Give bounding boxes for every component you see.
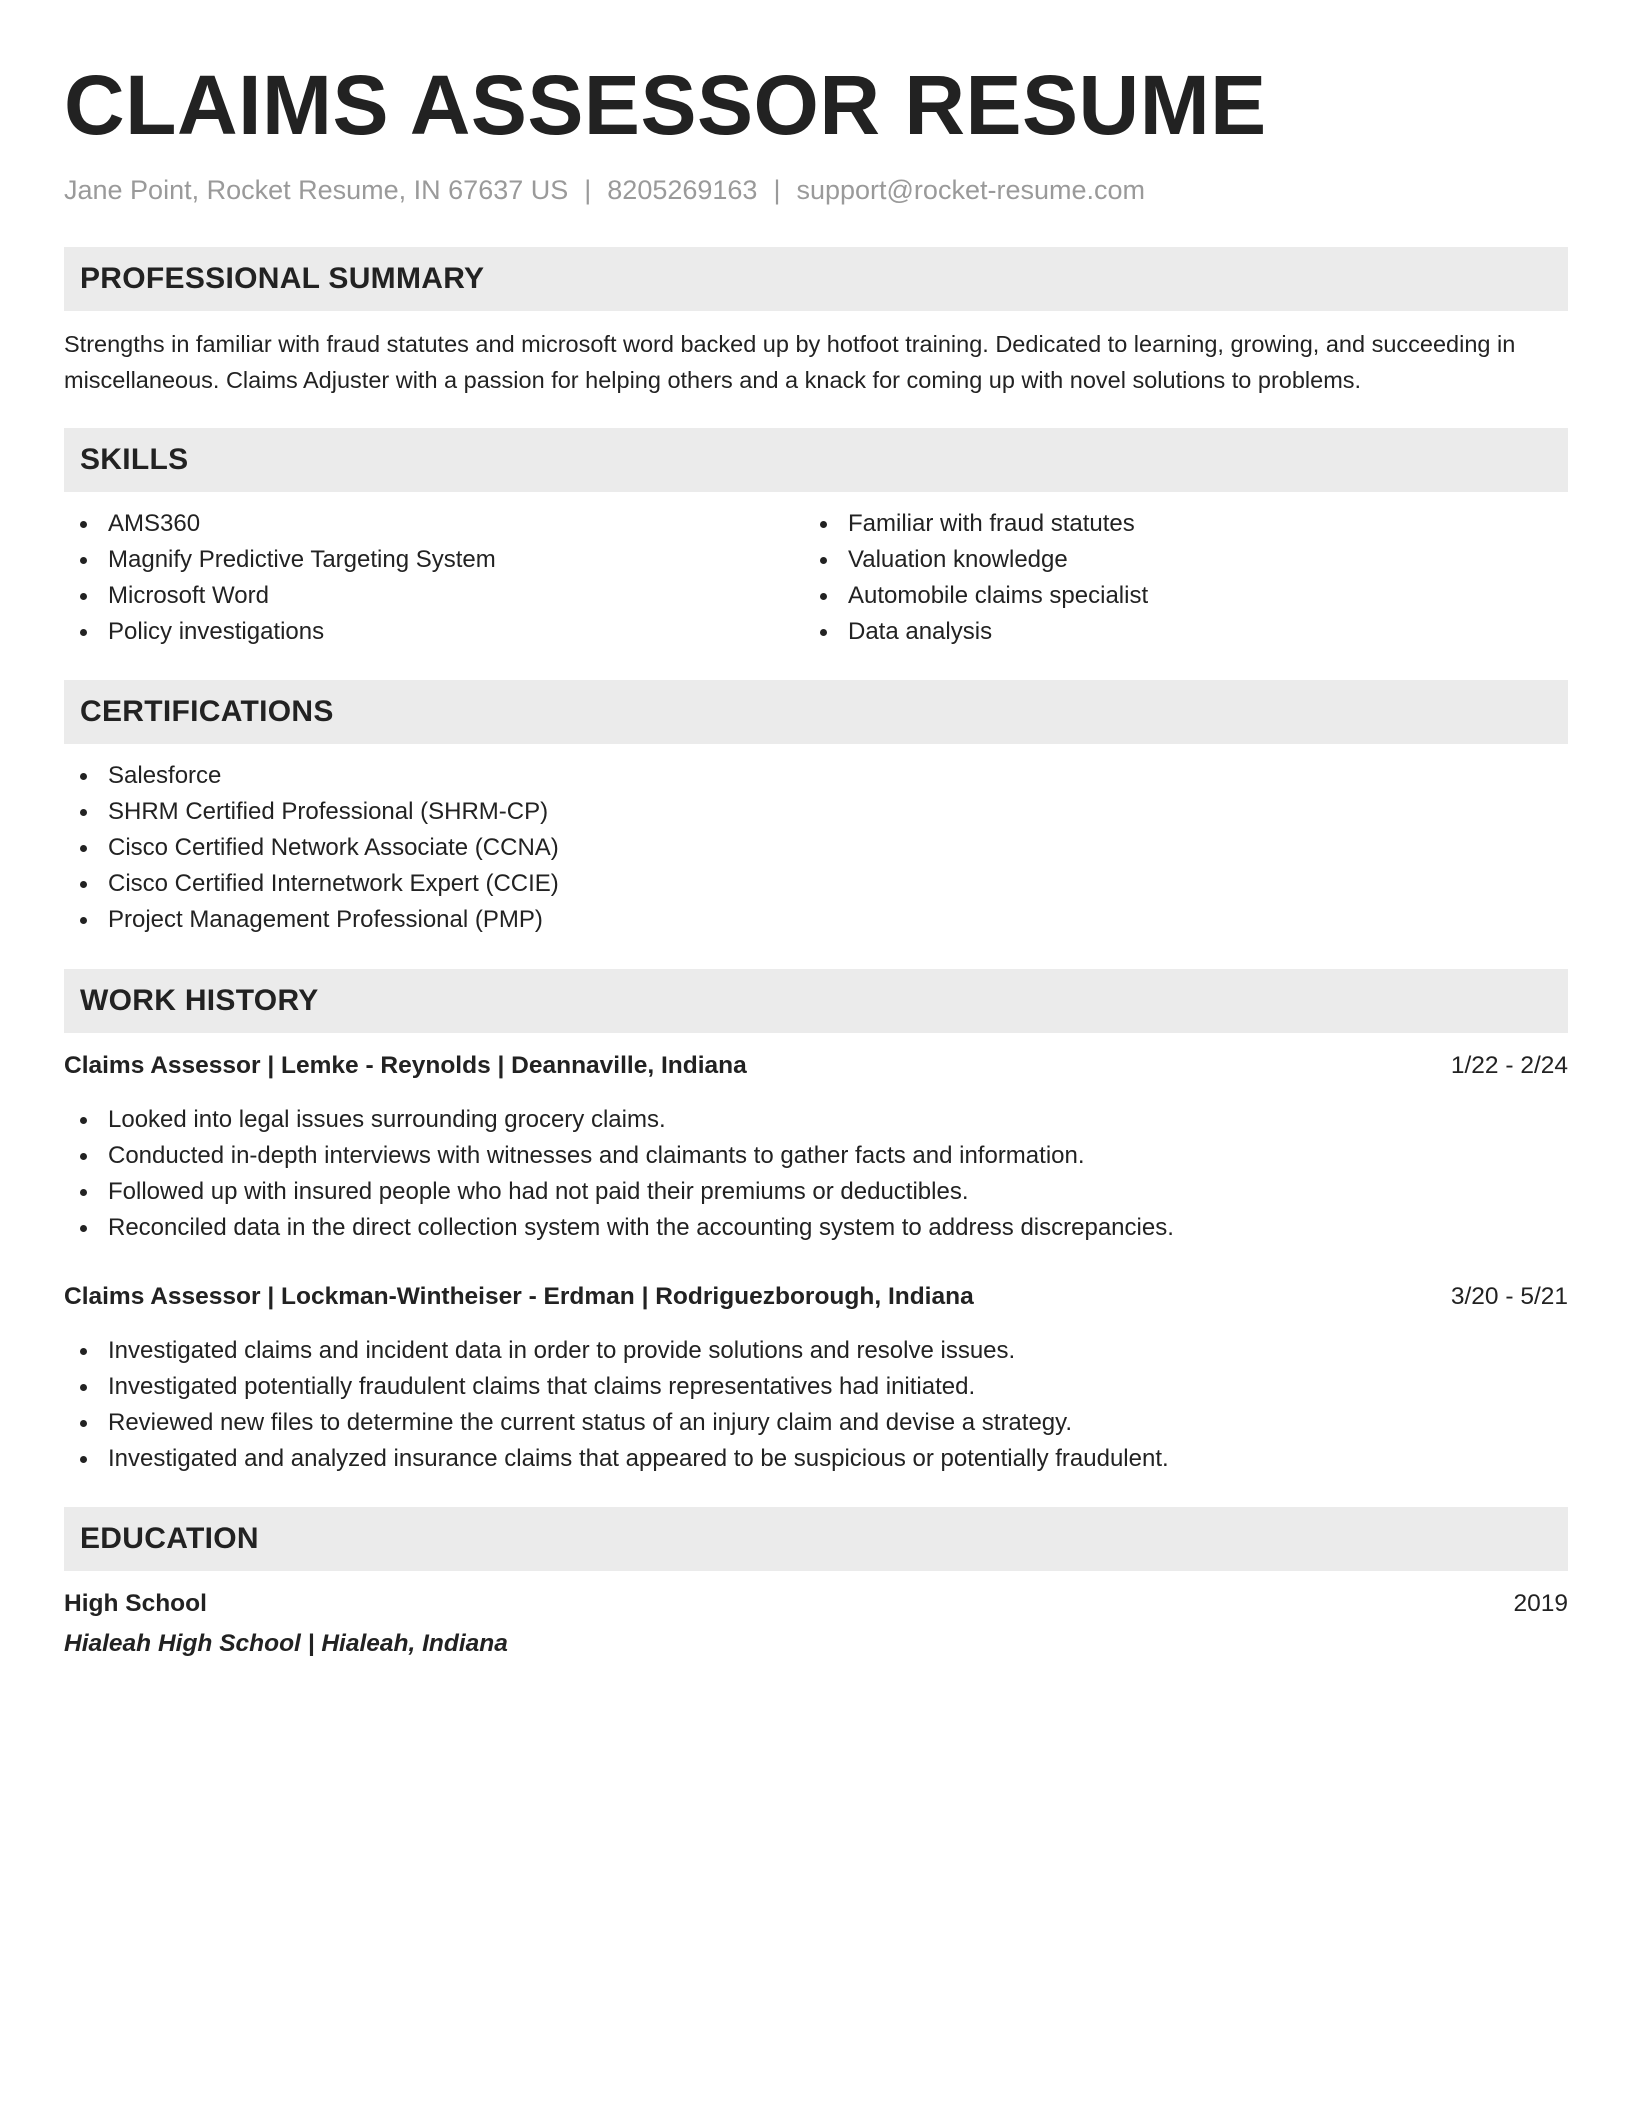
job-entry (64, 1279, 1568, 1477)
job-bullet: Investigated and analyzed insurance claims that appeared to be suspicious or potentially fraudulent. (64, 1441, 1568, 1477)
education-school: Hialeah High School | Hialeah, Indiana (64, 1630, 508, 1657)
contact-separator: | (584, 175, 592, 205)
certification-item: Cisco Certified Internetwork Expert (CCIE) (64, 866, 1568, 902)
job-bullet: Investigated potentially fraudulent claims that claims representatives had initiated. (64, 1369, 1568, 1405)
contact-phone: 8205269163 (607, 175, 758, 205)
skill-item: Data analysis (804, 614, 1544, 650)
job-title: Claims Assessor | Lockman-Wintheiser - Erdman | Rodriguezborough, Indiana (64, 1283, 974, 1310)
contact-separator: | (773, 175, 781, 205)
certification-item: Project Management Professional (PMP) (64, 902, 1568, 938)
certifications-heading: CERTIFICATIONS (64, 680, 1568, 744)
certification-item: SHRM Certified Professional (SHRM-CP) (64, 794, 1568, 830)
education-heading: EDUCATION (64, 1507, 1568, 1571)
job-bullet: Investigated claims and incident data in order to provide solutions and resolve issues. (64, 1333, 1568, 1369)
skill-item: Magnify Predictive Targeting System (64, 542, 804, 578)
summary-text: Strengths in familiar with fraud statutes and microsoft word backed up by hotfoot training. Dedicated to learning, growing, and succeeding in miscellaneous. Claims Adjuster with a passion for helping others and a knack for coming up with novel solutions to problems. (64, 331, 1516, 393)
job-title: Claims Assessor | Lemke - Reynolds | Deannaville, Indiana (64, 1052, 747, 1079)
job-dates: 3/20 - 5/21 (1450, 1283, 1568, 1310)
education-degree: High School (64, 1590, 207, 1617)
skills-column-right (804, 506, 1544, 650)
job-bullet: Followed up with insured people who had not paid their premiums or deductibles. (64, 1174, 1568, 1210)
certifications-section (64, 680, 1568, 938)
resume-title: CLAIMS ASSESSOR RESUME (64, 58, 1267, 152)
skills-heading: SKILLS (64, 428, 1568, 492)
work-history-section (64, 969, 1568, 1477)
skills-column-left (64, 506, 804, 650)
summary-heading: PROFESSIONAL SUMMARY (64, 247, 1568, 311)
education-section (64, 1507, 1568, 1662)
skill-item: Policy investigations (64, 614, 804, 650)
job-bullet: Reviewed new files to determine the current status of an injury claim and devise a strategy. (64, 1405, 1568, 1441)
skill-item: Microsoft Word (64, 578, 804, 614)
contact-address: Jane Point, Rocket Resume, IN 67637 US (64, 175, 569, 205)
job-dates: 1/22 - 2/24 (1450, 1052, 1568, 1079)
skills-section (64, 428, 1568, 650)
skill-item: Automobile claims specialist (804, 578, 1544, 614)
skills-grid (64, 506, 1568, 650)
job-header (64, 1048, 1568, 1084)
job-header (64, 1279, 1568, 1315)
work-history-heading: WORK HISTORY (64, 969, 1568, 1033)
contact-email[interactable]: support@rocket-resume.com (796, 175, 1145, 205)
job-bullet: Conducted in-depth interviews with witnesses and claimants to gather facts and information. (64, 1138, 1568, 1174)
contact-line (64, 173, 1568, 207)
certification-item: Cisco Certified Network Associate (CCNA) (64, 830, 1568, 866)
skill-item: AMS360 (64, 506, 804, 542)
education-header (64, 1586, 1568, 1622)
certification-item: Salesforce (64, 758, 1568, 794)
education-year: 2019 (1513, 1590, 1568, 1617)
job-entry (64, 1048, 1568, 1246)
skill-item: Valuation knowledge (804, 542, 1544, 578)
job-bullet: Reconciled data in the direct collection system with the accounting system to address discrepancies. (64, 1210, 1568, 1246)
summary-section (64, 247, 1568, 398)
job-bullet: Looked into legal issues surrounding grocery claims. (64, 1102, 1568, 1138)
skill-item: Familiar with fraud statutes (804, 506, 1544, 542)
